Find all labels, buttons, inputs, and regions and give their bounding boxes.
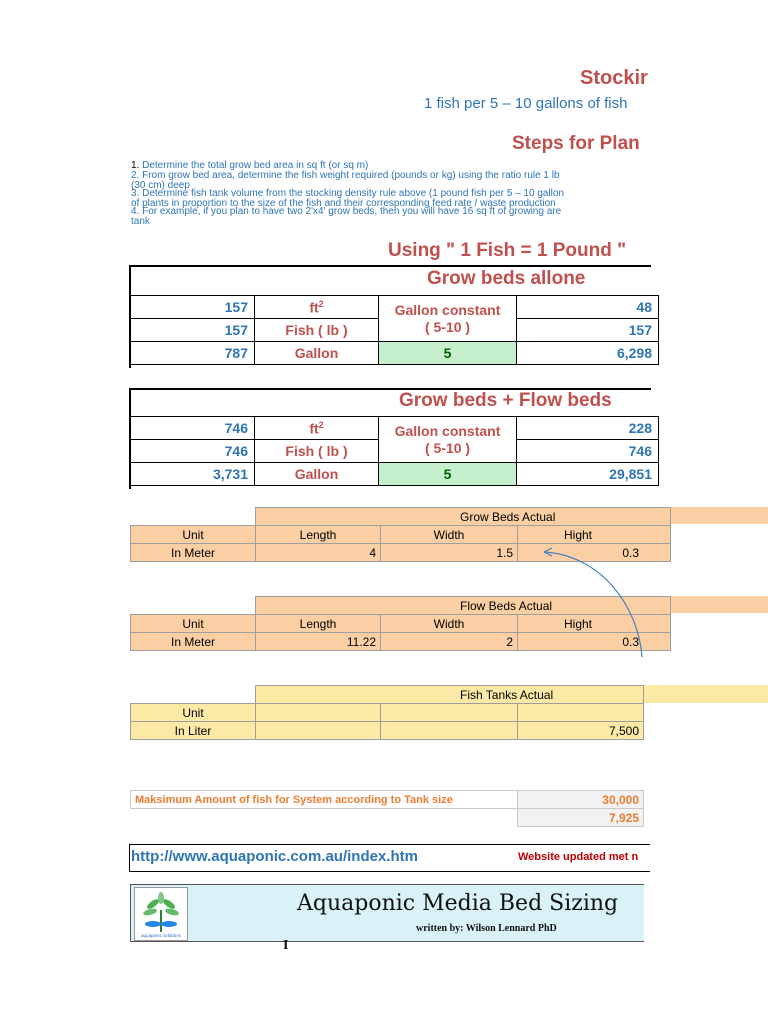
grow-fish-right: 157 <box>517 319 659 342</box>
grow-area-right: 48 <box>517 296 659 319</box>
note-line-4: 3. Determine fish tank volume from the stocking density rule above (1 pound fish per 5 – 10 gallon <box>131 188 565 199</box>
banner-next-line: I <box>283 938 289 953</box>
table-row <box>131 342 659 365</box>
fish-tanks-strip <box>643 685 768 703</box>
flow-fish-unit: Fish ( lb ) <box>255 440 379 463</box>
note-line-7: tank <box>131 216 150 227</box>
banner-title: Aquaponic Media Bed Sizing <box>297 891 619 916</box>
grow-beds-title: Grow beds allone <box>427 268 586 289</box>
note-line-1: 1. Determine the total grow bed area in sq ft (or sq m) <box>131 160 369 171</box>
grow-area-unit: $ft^2$ <box>255 296 379 319</box>
gallon-constant-label: Gallon constant ( 5-10 ) <box>379 296 517 342</box>
logo-text: aquaponic solutions <box>140 933 182 938</box>
table-row <box>131 791 644 809</box>
table-row <box>131 296 659 319</box>
grow-flow-table <box>130 416 659 486</box>
flow-length-cell[interactable]: 11.22 <box>256 633 381 651</box>
arrow-connector <box>530 545 650 665</box>
row-unit: In Meter <box>131 544 256 562</box>
using-title: Using " 1 Fish = 1 Pound " <box>388 240 627 261</box>
table-row <box>131 686 644 704</box>
media-bed-banner <box>130 884 644 942</box>
grow-gallon-value: 787 <box>131 342 255 365</box>
note-line-5: of plants in proportion to the size of the fish and their corresponding feed rate / waste production <box>131 198 556 209</box>
flow-gallon-right: 29,851 <box>517 463 659 486</box>
max-fish-value-1: 30,000 <box>518 791 644 809</box>
grow-fish-unit: Fish ( lb ) <box>255 319 379 342</box>
table-row <box>131 508 671 526</box>
steps-title: Steps for Plan <box>512 133 640 154</box>
flow-area-right: 228 <box>517 417 659 440</box>
col-hight: Hight <box>518 615 671 633</box>
row-unit: In Meter <box>131 633 256 651</box>
col-length: Length <box>256 526 381 544</box>
grow-gallon-unit: Gallon <box>255 342 379 365</box>
col-unit: Unit <box>131 526 256 544</box>
page-title: Stockir <box>580 67 648 89</box>
banner-author: written by: Wilson Lennard PhD <box>416 923 557 934</box>
grow-width-cell[interactable]: 1.5 <box>381 544 518 562</box>
grow-fish-value: 157 <box>131 319 255 342</box>
gallon-constant-label: Gallon constant ( 5-10 ) <box>379 417 517 463</box>
table-row <box>131 417 659 440</box>
website-updated-note: Website updated met n <box>518 851 639 863</box>
flow-gallon-value: 3,731 <box>131 463 255 486</box>
col-length: Length <box>256 615 381 633</box>
tank-liter-cell[interactable]: 7,500 <box>518 722 644 740</box>
row-unit: In Liter <box>131 722 256 740</box>
table-row <box>131 463 659 486</box>
flow-gallon-unit: Gallon <box>255 463 379 486</box>
gallon-constant-cell[interactable]: 5 <box>379 342 517 365</box>
note-line-3: (30 cm) deep <box>131 180 190 191</box>
note-line-6: 4. For example, if you plan to have two 2'x4' grow beds, then you will have 16 sq ft of growing are <box>131 206 562 217</box>
table-row <box>131 809 644 827</box>
grow-hight-cell[interactable]: 0.3 <box>518 544 671 562</box>
note-line-2: 2. From grow bed area, determine the fish weight required (pounds or kg) using the ratio rule 1 lb <box>131 170 560 181</box>
website-link[interactable]: http://www.aquaponic.com.au/index.htm <box>131 848 418 865</box>
col-width: Width <box>381 526 518 544</box>
grow-gallon-right: 6,298 <box>517 342 659 365</box>
col-width: Width <box>381 615 518 633</box>
flow-width-cell[interactable]: 2 <box>381 633 518 651</box>
fish-tanks-actual-table <box>130 685 644 740</box>
grow-length-cell[interactable]: 4 <box>256 544 381 562</box>
flow-area-value: 746 <box>131 417 255 440</box>
flow-fish-right: 746 <box>517 440 659 463</box>
max-fish-label: Maksimum Amount of fish for System according to Tank size <box>131 791 518 809</box>
gallon-constant-cell[interactable]: 5 <box>379 463 517 486</box>
table-row <box>131 704 644 722</box>
grow-beds-actual-title: Grow Beds Actual <box>256 508 671 526</box>
page-subtitle: 1 fish per 5 – 10 gallons of fish <box>424 95 628 112</box>
col-unit: Unit <box>131 704 256 722</box>
flow-hight-cell[interactable]: 0.3 <box>518 633 671 651</box>
flow-beds-actual-title: Flow Beds Actual <box>256 597 671 615</box>
fish-tanks-actual-title: Fish Tanks Actual <box>256 686 644 704</box>
table-row <box>131 722 644 740</box>
grow-beds-table <box>130 295 659 365</box>
col-hight: Hight <box>518 526 671 544</box>
max-fish-table <box>130 790 644 827</box>
grow-flow-title: Grow beds + Flow beds <box>399 390 612 411</box>
aquaponic-logo <box>134 887 188 941</box>
flow-fish-value: 746 <box>131 440 255 463</box>
max-fish-value-2: 7,925 <box>518 809 644 827</box>
table-row <box>131 526 671 544</box>
grow-area-value: 157 <box>131 296 255 319</box>
flow-area-unit: $ft^2$ <box>255 417 379 440</box>
col-unit: Unit <box>131 615 256 633</box>
